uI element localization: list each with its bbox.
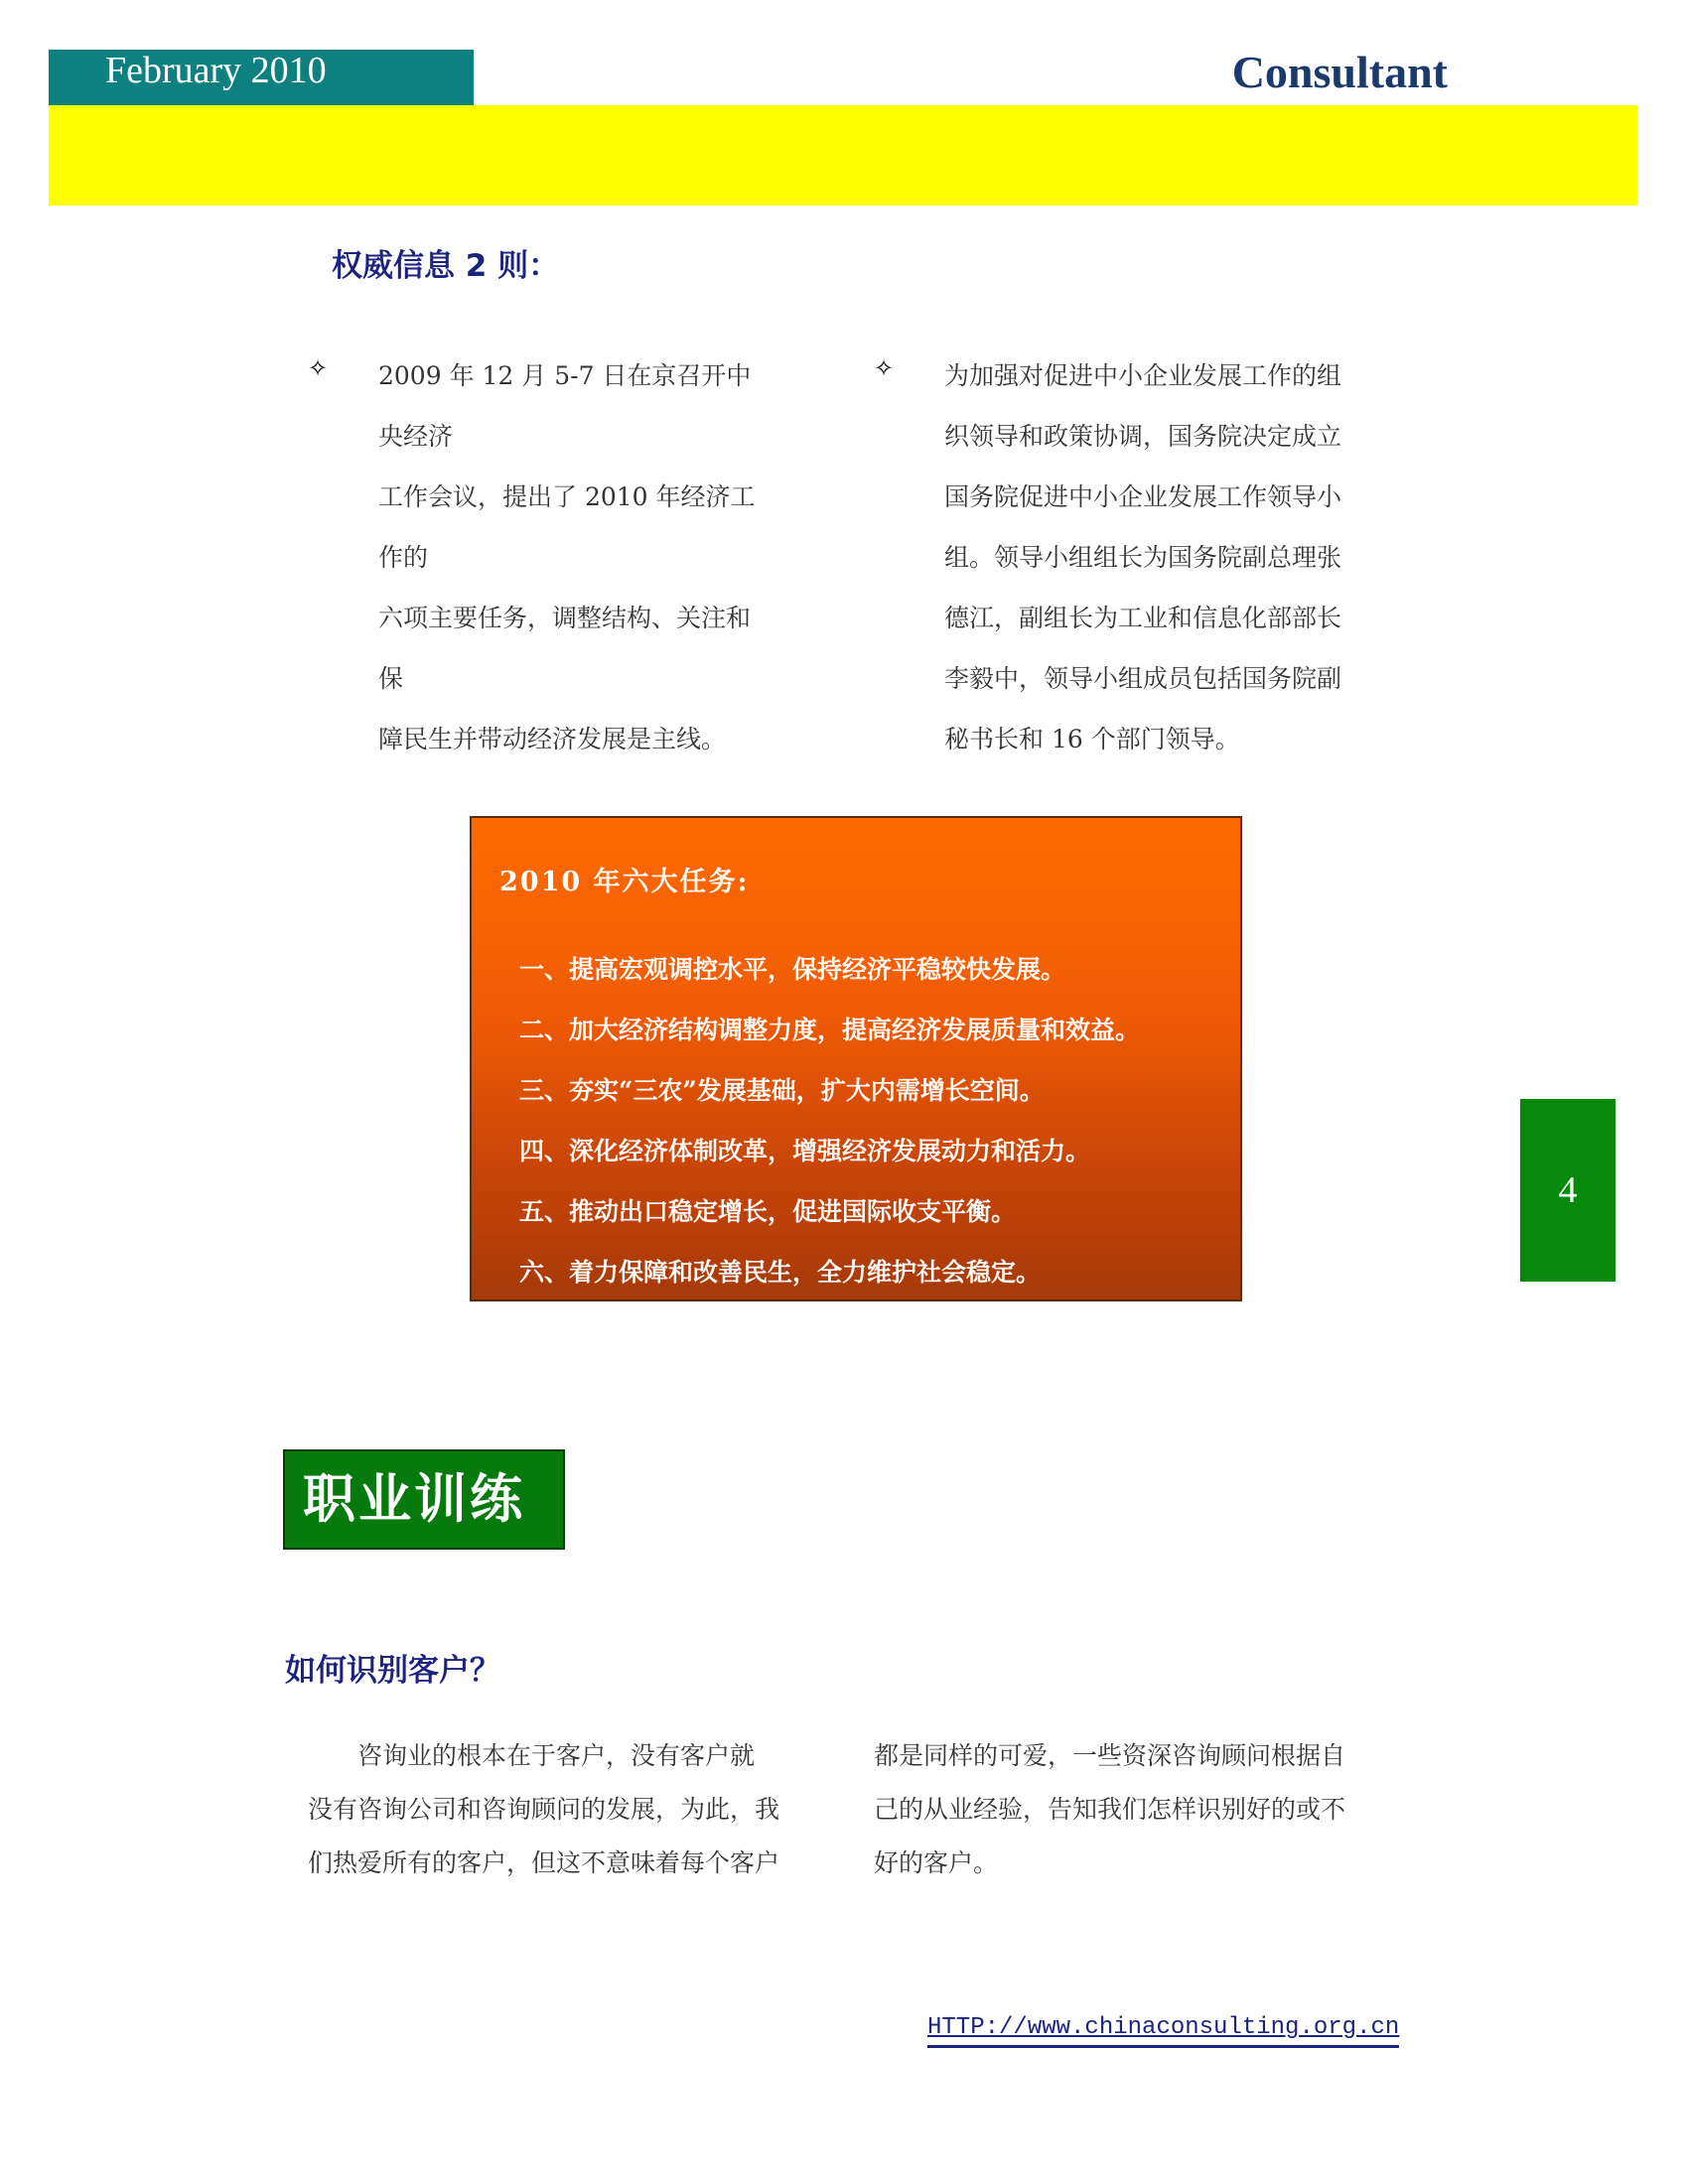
news-item-2	[874, 345, 1400, 769]
article-title: 如何识别客户？	[285, 1653, 500, 1689]
task-item: 一、提高宏观调控水平，保持经济平稳较快发展。	[519, 955, 1066, 984]
issue-date-banner	[49, 50, 474, 105]
news-item-text: 为加强对促进中小企业发展工作的组 织领导和政策协调，国务院决定成立 国务院促进中小企业发展工作领导小 组。领导小组组长为国务院副总理张 德江，副组长为工业和信息化部部长 李毅中，领导小组成员包括国务院副 秘书长和 16 个部门领导。	[944, 361, 1342, 753]
page-number: 4	[1558, 1169, 1578, 1211]
task-item: 五、推动出口稳定增长，促进国际收支平衡。	[519, 1197, 1017, 1226]
news-item-1	[308, 345, 765, 769]
page-number-tab	[1520, 1099, 1616, 1282]
website-link[interactable]: HTTP://www.chinaconsulting.org.cn	[927, 2011, 1399, 2048]
header-band	[49, 105, 1637, 205]
issue-date: February 2010	[105, 50, 327, 91]
four-pointed-star-icon: ✧	[308, 354, 329, 382]
news-section-title: 权威信息 2 则：	[332, 248, 560, 284]
task-item: 六、着力保障和改善民生，全力维护社会稳定。	[519, 1258, 1042, 1287]
task-item: 二、加大经济结构调整力度，提高经济发展质量和效益。	[519, 1016, 1141, 1044]
six-tasks-list	[519, 939, 1140, 1302]
six-tasks-box	[470, 816, 1242, 1301]
task-item: 三、夯实“三农”发展基础，扩大内需增长空间。	[519, 1076, 1045, 1105]
six-tasks-title: 2010 年六大任务:	[499, 867, 750, 897]
task-item: 四、深化经济体制改革，增强经济发展动力和活力。	[519, 1137, 1091, 1165]
section-heading-box	[283, 1449, 565, 1550]
magazine-brand: Consultant	[1231, 47, 1448, 97]
article-body-right: 都是同样的可爱，一些资深咨询顾问根据自 己的从业经验，告知我们怎样识别好的或不 好的客户。	[874, 1741, 1346, 1877]
news-item-text: 2009 年 12 月 5-7 日在京召开中央经济 工作会议，提出了 2010 年经济工作的 六项主要任务，调整结构、关注和保 障民生并带动经济发展是主线。	[378, 361, 756, 753]
four-pointed-star-icon: ✧	[874, 354, 895, 382]
section-heading: 职业训练	[303, 1469, 525, 1530]
article-body-left: 咨询业的根本在于客户，没有客户就 没有咨询公司和咨询顾问的发展，为此，我 们热爱所有的客户，但这不意味着每个客户	[308, 1741, 780, 1877]
